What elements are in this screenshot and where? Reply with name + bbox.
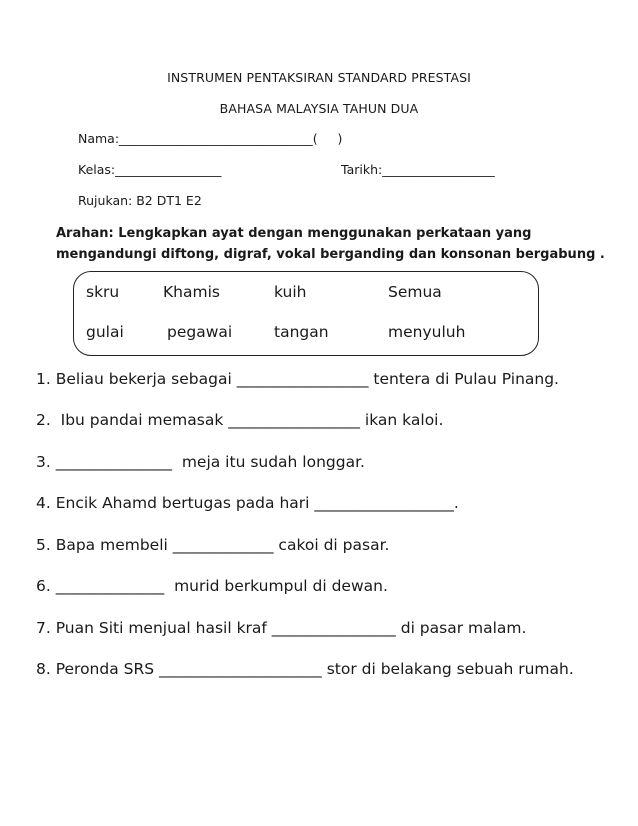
word-bank-item: gulai <box>86 323 124 341</box>
word-bank-item: skru <box>86 283 120 301</box>
instruction-text: Arahan: Lengkapkan ayat dengan menggunakan perkataan yang mengandungi diftong, digraf, vokal berganding dan konsonan bergabung . <box>56 226 605 262</box>
date-field: Tarikh:__________________ <box>341 162 495 177</box>
question-4: 4. Encik Ahamd bertugas pada hari __________________. <box>36 494 459 512</box>
question-8: 8. Peronda SRS _____________________ stor di belakang sebuah rumah. <box>36 660 574 678</box>
question-5: 5. Bapa membeli _____________ cakoi di pasar. <box>36 536 390 554</box>
question-2: 2. Ibu pandai memasak _________________ ikan kaloi. <box>36 411 444 429</box>
question-3: 3. _______________ meja itu sudah longgar. <box>36 453 365 471</box>
question-6: 6. ______________ murid berkumpul di dewan. <box>36 577 388 595</box>
worksheet-title: INSTRUMEN PENTAKSIRAN STANDARD PRESTASI <box>167 70 471 85</box>
word-bank-item: Semua <box>388 283 442 301</box>
word-bank-item: pegawai <box>167 323 233 341</box>
word-bank-item: kuih <box>274 283 307 301</box>
question-7: 7. Puan Siti menjual hasil kraf ________________ di pasar malam. <box>36 619 527 637</box>
worksheet-subtitle: BAHASA MALAYSIA TAHUN DUA <box>219 101 419 116</box>
reference-code: Rujukan: B2 DT1 E2 <box>78 193 202 208</box>
question-1: 1. Beliau bekerja sebagai _________________ tentera di Pulau Pinang. <box>36 370 559 388</box>
word-bank-item: tangan <box>274 323 329 341</box>
name-field: Nama:_______________________________( ) <box>78 131 343 146</box>
word-bank-item: Khamis <box>163 283 220 301</box>
class-field: Kelas:_________________ <box>78 162 222 177</box>
word-bank-item: menyuluh <box>388 323 466 341</box>
